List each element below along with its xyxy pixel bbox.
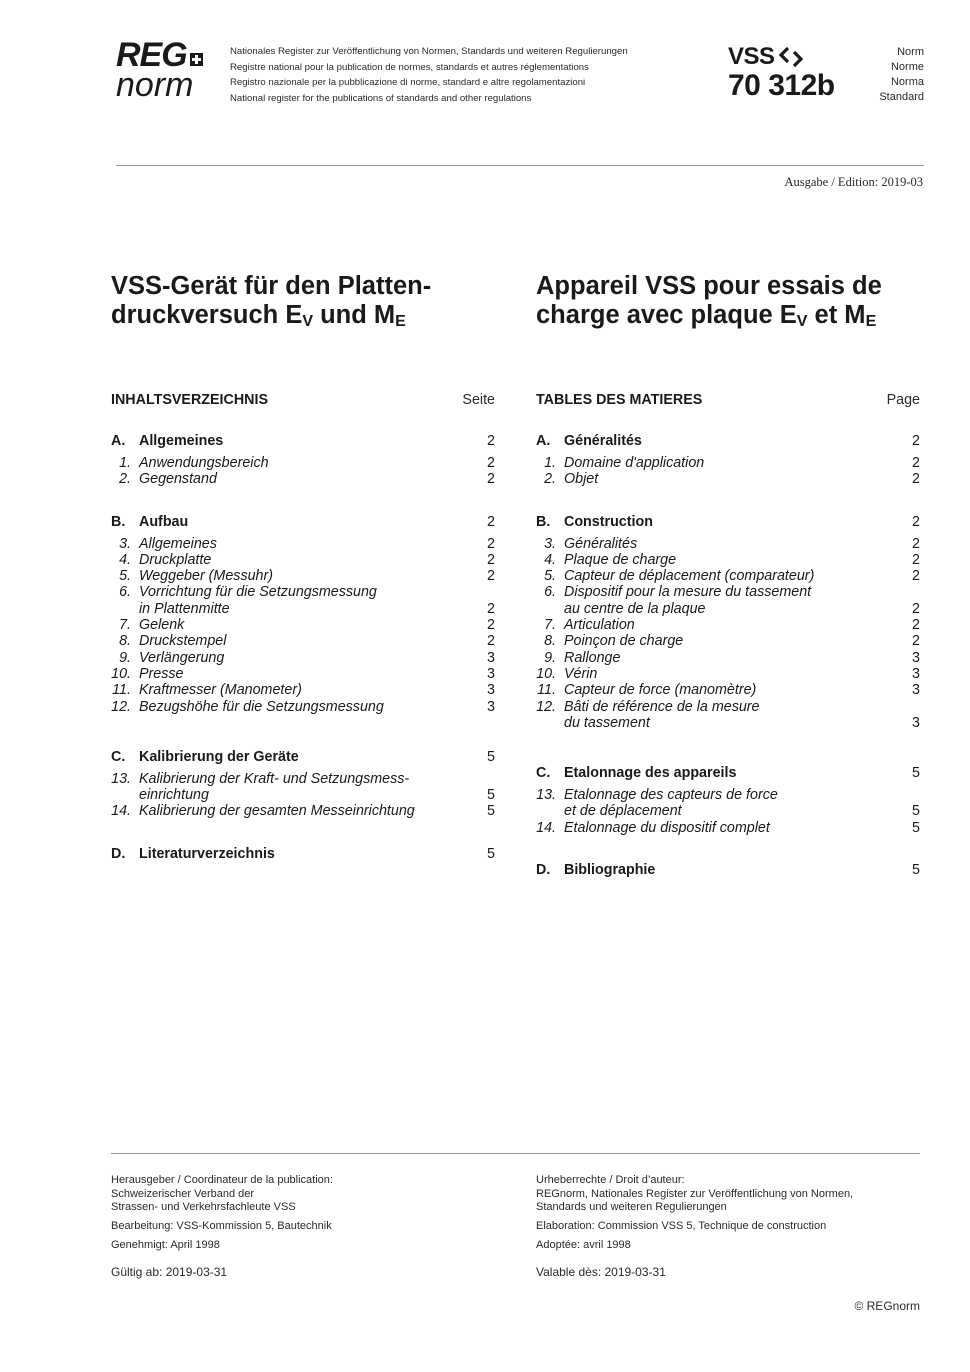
register-line-de: Nationales Register zur Veröffentlichung von Normen, Standards und weiteren Regulierungen: [230, 46, 628, 57]
toc-section-page: 2: [912, 433, 920, 449]
edition-date: Ausgabe / Edition: 2019-03: [784, 175, 923, 189]
toc-section-letter: B.: [536, 513, 551, 530]
editing-info: Bearbeitung: VSS-Kommission 5, Bautechnik: [111, 1220, 332, 1232]
toc-section-letter: A.: [536, 433, 551, 449]
copyright-holder-line: Urheberrechte / Droit d’auteur:: [536, 1174, 685, 1186]
toc-item-number: 8.: [119, 633, 131, 650]
toc-item-title: [139, 682, 475, 698]
toc-german: [111, 390, 495, 864]
toc-item: [536, 650, 920, 666]
toc-item-title: [139, 584, 475, 617]
toc-item-title: [564, 633, 900, 649]
toc-item-number: 3.: [544, 535, 556, 552]
toc-spacer: [536, 836, 920, 860]
toc-item-number: 2.: [119, 471, 131, 488]
title-fr-line2: [536, 301, 936, 330]
toc-item-number: 7.: [544, 617, 556, 634]
toc-item-page: 2: [487, 535, 495, 552]
toc-item-list: [536, 536, 920, 732]
norm-type-it: Norma: [890, 76, 924, 88]
toc-item: [111, 584, 495, 617]
toc-item-title: [564, 455, 900, 471]
toc-item-title: [564, 650, 900, 666]
register-line-en: National register for the publications of standards and other regulations: [230, 92, 532, 104]
toc-item-text: Généralités: [564, 535, 638, 552]
toc-section: [111, 747, 495, 767]
toc-item-title: [564, 820, 900, 836]
copyright-holder-line: REGnorm, Nationales Register zur Veröffentlichung von Normen,: [536, 1187, 854, 1200]
toc-item-page: 3: [912, 665, 920, 682]
toc-page-label: Page: [886, 392, 920, 408]
toc-item-title: [139, 771, 475, 804]
toc-item-page: 5: [487, 803, 495, 820]
toc-item: [536, 787, 920, 820]
toc-item: [111, 617, 495, 633]
toc-heading: TABLES DES MATIERES: [536, 392, 703, 408]
toc-item-title: [564, 787, 900, 820]
toc-section: [111, 844, 495, 864]
toc-item-text: Druckstempel: [139, 633, 227, 650]
toc-item-page: 2: [487, 455, 495, 471]
toc-section-letter: B.: [111, 513, 126, 530]
toc-item-number: 9.: [544, 649, 556, 666]
toc-item: [111, 666, 495, 682]
toc-item-number: 1.: [119, 455, 131, 471]
title-de-part2: und M: [313, 301, 396, 329]
publisher-line: Herausgeber / Coordinateur de la publication:: [111, 1174, 333, 1186]
toc-item-number: 14.: [536, 819, 556, 836]
toc-item-text: Objet: [564, 471, 599, 488]
toc-section: [536, 763, 920, 783]
toc-section-page: 5: [487, 845, 495, 862]
toc-item: [111, 455, 495, 471]
document-number: 70 312b: [728, 69, 835, 102]
toc-item-title: [139, 666, 475, 682]
toc-item-number: 14.: [111, 803, 131, 820]
toc-item-title: [564, 471, 900, 487]
toc-item-text: et de déplacement: [564, 803, 682, 820]
toc-section-title: Bibliographie: [564, 862, 656, 879]
toc-spacer: [111, 488, 495, 512]
toc-item-text: Articulation: [564, 617, 635, 634]
toc-item-number: 5.: [119, 568, 131, 585]
toc-item-text: Weggeber (Messuhr): [139, 568, 274, 585]
toc-item-title: [564, 552, 900, 568]
toc-item-number: 11.: [537, 682, 556, 699]
toc-section: [536, 431, 920, 451]
toc-section-page: 2: [487, 433, 495, 449]
footer-divider: [111, 1153, 920, 1154]
toc-item-text: Kalibrierung der gesamten Messeinrichtung: [139, 803, 415, 820]
toc-item: [111, 633, 495, 649]
toc-item-page: 2: [912, 471, 920, 488]
toc-item-page: 2: [487, 568, 495, 585]
toc-section-letter: C.: [111, 748, 126, 765]
swiss-cross-icon: [190, 53, 203, 66]
toc-item-text: Presse: [139, 665, 184, 682]
title-de-part: druckversuch E: [111, 301, 303, 329]
toc-item-page: 2: [912, 535, 920, 552]
logo-reg-text: REG: [116, 36, 187, 74]
toc-item-title: [139, 536, 475, 552]
toc-page-label: Seite: [462, 392, 495, 408]
logo-norm-text: norm: [116, 66, 194, 104]
toc-item-title: [564, 536, 900, 552]
toc-item-text: Capteur de force (manomètre): [564, 682, 757, 699]
toc-heading-row: [536, 390, 920, 410]
title-fr-part2: et M: [807, 301, 866, 329]
toc-item-number: 10.: [536, 665, 556, 682]
toc-spacer: [536, 488, 920, 512]
toc-item: [536, 820, 920, 836]
title-de-sub-v: V: [302, 313, 314, 330]
toc-section-letter: A.: [111, 433, 126, 449]
toc-item-number: 4.: [544, 551, 556, 568]
footer-german: [111, 1174, 491, 1285]
toc-item-page: 3: [487, 665, 495, 682]
toc-item-text: Kalibrierung der Kraft- und Setzungsmess-: [139, 770, 410, 787]
publisher-line: Strassen- und Verkehrsfachleute VSS: [111, 1201, 296, 1213]
toc-item-page: 3: [912, 714, 920, 731]
toc-item-text: Gegenstand: [139, 471, 217, 488]
toc-french: [536, 390, 920, 880]
toc-item-text: Bezugshöhe für die Setzungsmessung: [139, 698, 384, 715]
toc-item: [111, 682, 495, 698]
toc-item: [536, 536, 920, 552]
toc-item-text: Vorrichtung für die Setzungsmessung: [139, 584, 377, 601]
toc-item-text: Domaine d'application: [564, 455, 705, 471]
toc-item-text: Kraftmesser (Manometer): [139, 682, 302, 699]
toc-item-title: [564, 568, 900, 584]
toc-item-list: [536, 455, 920, 488]
toc-item-text: Anwendungsbereich: [139, 455, 269, 471]
toc-item: [536, 584, 920, 617]
toc-item-page: 3: [912, 682, 920, 699]
toc-section: [111, 512, 495, 532]
toc-section-page: 5: [912, 765, 920, 782]
toc-section: [536, 860, 920, 880]
toc-item: [111, 471, 495, 487]
toc-item-title: [139, 617, 475, 633]
toc-item-number: 11.: [112, 682, 131, 699]
toc-item-page: 2: [912, 568, 920, 585]
toc-section-title: Construction: [564, 513, 653, 530]
toc-section-page: 5: [912, 862, 920, 879]
toc-section: [536, 512, 920, 532]
toc-section-title: Etalonnage des appareils: [564, 765, 737, 782]
elaboration-info: Elaboration: Commission VSS 5, Technique de construction: [536, 1220, 827, 1232]
register-line-fr: Registre national pour la publication de normes, standards et autres réglementations: [230, 61, 589, 73]
toc-item-page: 2: [912, 617, 920, 634]
title-french: [536, 272, 936, 330]
toc-item-text: Verlängerung: [139, 649, 225, 666]
norm-type-en: Standard: [879, 91, 924, 103]
toc-item: [111, 552, 495, 568]
title-de-line1: VSS-Gerät für den Platten-: [111, 272, 432, 300]
toc-item-page: 5: [487, 787, 495, 804]
toc-item: [536, 682, 920, 698]
toc-item-text: Capteur de déplacement (comparateur): [564, 568, 815, 585]
toc-item-number: 10.: [111, 665, 131, 682]
title-de-sub-e: E: [395, 313, 406, 330]
toc-item-text: au centre de la plaque: [564, 600, 706, 617]
toc-item-number: 2.: [544, 471, 556, 488]
title-de-line2: [111, 301, 511, 330]
toc-item-number: 4.: [119, 551, 131, 568]
toc-item-text: Bâti de référence de la mesure: [564, 698, 760, 715]
toc-item-title: [564, 666, 900, 682]
toc-item-list: [111, 455, 495, 488]
title-fr-part: charge avec plaque E: [536, 301, 797, 329]
toc-item: [111, 771, 495, 804]
toc-item-text: in Plattenmitte: [139, 600, 230, 617]
toc-item: [111, 536, 495, 552]
toc-item-page: 3: [912, 649, 920, 666]
title-fr-line1: Appareil VSS pour essais de: [536, 272, 882, 300]
publisher-block: [111, 1174, 491, 1215]
toc-section-page: 2: [487, 513, 495, 530]
toc-item-page: 2: [487, 471, 495, 488]
toc-item-title: [139, 699, 475, 715]
toc-section-page: 5: [487, 748, 495, 765]
toc-item: [111, 803, 495, 819]
toc-item-page: 2: [487, 617, 495, 634]
toc-item: [111, 650, 495, 666]
toc-item-title: [139, 803, 475, 819]
toc-item-list: [111, 536, 495, 715]
toc-item: [536, 552, 920, 568]
toc-section-title: Literaturverzeichnis: [139, 845, 275, 862]
toc-item-list: [111, 771, 495, 820]
toc-section-letter: C.: [536, 765, 551, 782]
toc-item: [536, 633, 920, 649]
toc-heading-row: [111, 390, 495, 410]
toc-heading: INHALTSVERZEICHNIS: [111, 392, 269, 408]
toc-item-title: [564, 699, 900, 732]
toc-item-number: 12.: [111, 698, 131, 715]
toc-item-number: 13.: [536, 787, 556, 804]
toc-item-page: 3: [487, 698, 495, 715]
toc-item-number: 9.: [119, 649, 131, 666]
vss-arrow-icon: [778, 46, 804, 68]
toc-spacer: [111, 715, 495, 747]
toc-item-text: Poinçon de charge: [564, 633, 684, 650]
toc-item-number: 13.: [111, 770, 131, 787]
title-fr-sub-v: V: [796, 313, 808, 330]
header-divider: [116, 165, 924, 166]
copyright-holder-block: [536, 1174, 916, 1215]
toc-item: [111, 699, 495, 715]
title-german: [111, 272, 511, 330]
toc-item-page: 2: [487, 633, 495, 650]
toc-section-letter: D.: [111, 845, 126, 862]
toc-item-title: [564, 584, 900, 617]
toc-section-letter: D.: [536, 862, 551, 879]
register-description: [230, 44, 628, 106]
norm-types: [879, 45, 924, 105]
valid-from-fr: Valable dès: 2019-03-31: [536, 1264, 666, 1279]
toc-item-number: 7.: [119, 617, 131, 634]
vss-logo-text: VSS: [728, 43, 775, 70]
toc-item: [111, 568, 495, 584]
toc-section-page: 2: [912, 513, 920, 530]
toc-item: [536, 699, 920, 732]
toc-item-title: [139, 633, 475, 649]
toc-item-number: 3.: [119, 535, 131, 552]
toc-item-page: 2: [912, 600, 920, 617]
toc-item-number: 8.: [544, 633, 556, 650]
toc-item-number: 12.: [536, 698, 556, 715]
toc-item-text: Etalonnage du dispositif complet: [564, 819, 770, 836]
toc-item-title: [139, 471, 475, 487]
toc-item: [536, 568, 920, 584]
copyright-holder-line: Standards und weiteren Regulierungen: [536, 1201, 727, 1213]
publisher-line: Schweizerischer Verband der: [111, 1187, 255, 1200]
norm-type-de: Norm: [897, 46, 924, 58]
toc-item-title: [139, 455, 475, 471]
toc-item: [536, 455, 920, 471]
toc-section-title: Kalibrierung der Geräte: [139, 748, 299, 765]
regnorm-logo: [116, 36, 216, 104]
toc-item-number: 5.: [544, 568, 556, 585]
toc-item-text: einrichtung: [139, 787, 209, 804]
register-line-it: Registro nazionale per la pubblicazione di norme, standard e altre regolamentazioni: [230, 77, 586, 88]
toc-item-page: 3: [487, 649, 495, 666]
toc-spacer: [111, 820, 495, 844]
approved-info: Genehmigt: April 1998: [111, 1239, 220, 1251]
toc-item: [536, 617, 920, 633]
toc-item-page: 3: [487, 682, 495, 699]
toc-item-title: [139, 552, 475, 568]
title-fr-sub-e: E: [865, 313, 877, 330]
toc-item-title: [564, 682, 900, 698]
toc-item-text: du tassement: [564, 714, 650, 731]
toc-item-page: 5: [912, 803, 920, 820]
toc-spacer: [536, 731, 920, 763]
footer-french: [536, 1174, 916, 1285]
toc-item-number: 6.: [544, 584, 556, 601]
toc-section-title: Allgemeines: [139, 433, 224, 449]
toc-section: [111, 431, 495, 451]
copyright-notice: © REGnorm: [854, 1299, 920, 1313]
toc-item-text: Plaque de charge: [564, 551, 677, 568]
toc-item-page: 2: [912, 551, 920, 568]
toc-item-text: Etalonnage des capteurs de force: [564, 787, 778, 804]
toc-item-number: 6.: [119, 584, 131, 601]
toc-item-text: Rallonge: [564, 649, 621, 666]
vss-block: [728, 44, 835, 102]
toc-item-title: [139, 568, 475, 584]
toc-item-page: 5: [912, 819, 920, 836]
toc-item-list: [536, 787, 920, 836]
toc-item-text: Allgemeines: [139, 535, 217, 552]
vss-logo: [728, 44, 835, 70]
toc-item-title: [564, 617, 900, 633]
valid-from: Gültig ab: 2019-03-31: [111, 1264, 228, 1279]
toc-item-page: 2: [912, 633, 920, 650]
toc-item-page: 2: [487, 551, 495, 568]
toc-item-page: 2: [912, 455, 920, 471]
toc-item-title: [139, 650, 475, 666]
toc-section-title: Généralités: [564, 433, 642, 449]
toc-item: [536, 666, 920, 682]
adopted-info: Adoptée: avril 1998: [536, 1239, 631, 1251]
toc-item-text: Dispositif pour la mesure du tassement: [564, 584, 812, 601]
toc-item-text: Gelenk: [139, 617, 185, 634]
toc-section-title: Aufbau: [139, 513, 189, 530]
toc-item-text: Druckplatte: [139, 551, 212, 568]
norm-type-fr: Norme: [890, 61, 924, 73]
toc-item-text: Vérin: [564, 665, 598, 682]
toc-item: [536, 471, 920, 487]
toc-item-number: 1.: [544, 455, 556, 471]
toc-item-page: 2: [487, 600, 495, 617]
